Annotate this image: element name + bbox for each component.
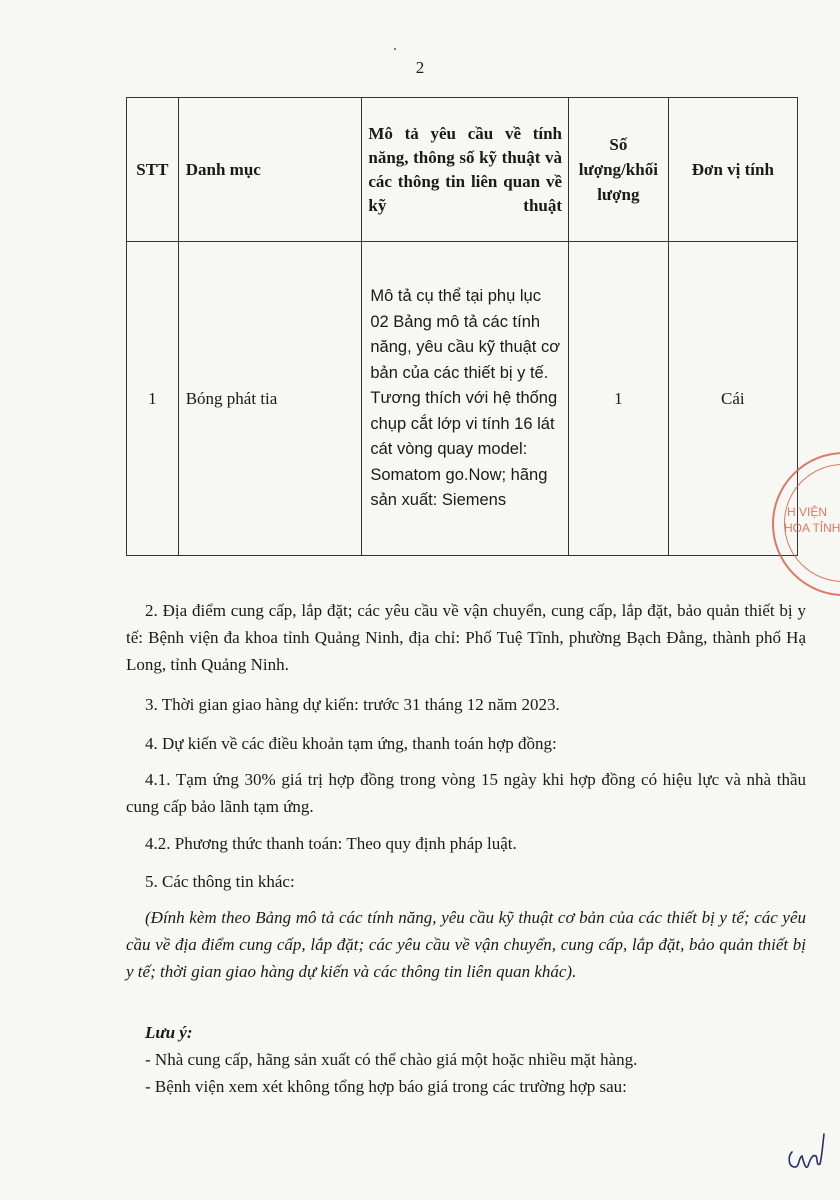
paragraph-thanh-toan: 4.2. Phương thức thanh toán: Theo quy định pháp luật. [145,834,517,853]
paragraph-thoi-gian: 3. Thời gian giao hàng dự kiến: trước 31 tháng 12 năm 2023. [145,695,560,714]
note-item: - Nhà cung cấp, hãng sản xuất có thể chào giá một hoặc nhiều mặt hàng. [145,1050,638,1069]
paragraph-dinh-kem: (Đính kèm theo Bảng mô tả các tính năng, yêu cầu kỹ thuật cơ bản của các thiết bị y tế; các yêu cầu về địa điểm cung cấp, lắp đặt; các yêu cầu về vận chuyển, cung cấp, lắp đặt, bảo quản thiết bị y tế; thời gian giao hàng dự kiến và các thông tin liên quan khác). [126,908,806,981]
note-label: Lưu ý: [145,1023,193,1042]
table-header-row [127,98,798,242]
cell-mo-ta-line-1: Mô tả cụ thể tại phụ lục 02 Bảng mô tả các tính năng, yêu cầu kỹ thuật cơ bản của các thiết bị y tế. [370,287,561,382]
stamp-text-line-1: H VIỆN [787,505,828,519]
table-row [127,242,798,556]
scan-dot [394,48,396,50]
header-don-vi: Đơn vị tính [668,98,797,242]
note-item: - Bệnh viện xem xét không tổng hợp báo giá trong các trường hợp sau: [145,1077,627,1096]
header-so-luong: Số lượng/khối lượng [569,98,669,242]
cell-mo-ta [362,242,569,556]
paragraph-dia-diem: 2. Địa điểm cung cấp, lắp đặt; các yêu cầu về vận chuyển, cung cấp, lắp đặt, bảo quản thiết bị y tế: Bệnh viện đa khoa tỉnh Quảng Ninh, địa chỉ: Phố Tuệ Tĩnh, phường Bạch Đằng, thành phố Hạ Long, tỉnh Quảng Ninh. [126,601,806,674]
cell-stt: 1 [127,242,179,556]
cell-so-luong: 1 [569,242,669,556]
paragraph-thong-tin-khac: 5. Các thông tin khác: [145,872,295,891]
header-danh-muc: Danh mục [178,98,362,242]
stamp-text-line-2: HOA TỈNH [784,521,840,535]
header-mo-ta: Mô tả yêu cầu về tính năng, thông số kỹ thuật và các thông tin liên quan về kỹ thuật [362,98,569,242]
signature-initials-icon [786,1126,826,1172]
cell-danh-muc: Bóng phát tia [178,242,362,556]
note-block [145,1019,806,1100]
header-stt: STT [127,98,179,242]
page-number: 2 [415,58,425,77]
cell-don-vi: Cái [668,242,797,556]
paragraph-tam-ung: 4.1. Tạm ứng 30% giá trị hợp đồng trong vòng 15 ngày khi hợp đồng có hiệu lực và nhà thầu cung cấp bảo lãnh tạm ứng. [126,770,806,816]
cell-mo-ta-line-2: Tương thích với hệ thống chụp cắt lớp vi tính 16 lát cát vòng quay model: Somatom go.Now; hãng sản xuất: Siemens [370,389,558,510]
paragraph-dieu-khoan: 4. Dự kiến về các điều khoản tạm ứng, thanh toán hợp đồng: [145,734,557,753]
equipment-table [126,97,798,556]
